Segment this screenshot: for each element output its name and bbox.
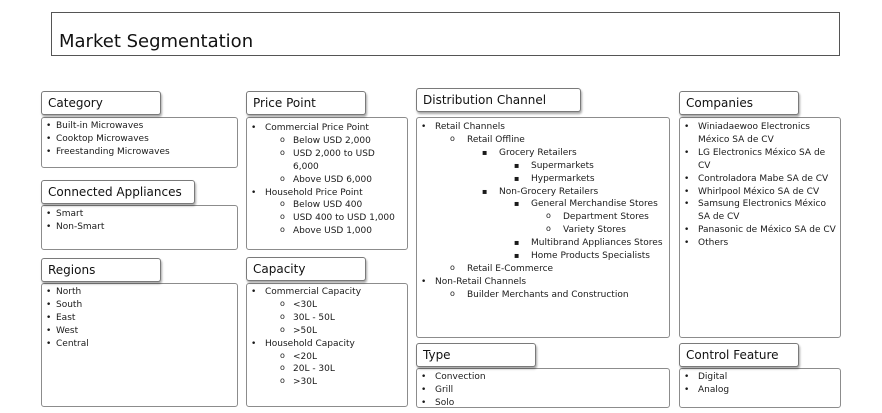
list-item: ▪ Multibrand Appliances Stores	[417, 237, 663, 250]
list-item: o 20L - 30L	[247, 363, 361, 376]
capacity-header: Capacity	[246, 257, 366, 281]
list-item: • East	[42, 312, 89, 325]
list-item: • Freestanding Microwaves	[42, 146, 170, 159]
connected-list	[42, 208, 104, 234]
page-title: Market Segmentation	[59, 31, 254, 52]
list-item: o Below USD 400	[247, 199, 395, 212]
list-item: o USD 400 to USD 1,000	[247, 212, 395, 225]
list-item: • Central	[42, 338, 89, 351]
list-item: o Above USD 6,000	[247, 174, 395, 187]
list-item: ▪ Hypermarkets	[417, 173, 663, 186]
list-item: • Household Price Point	[247, 187, 395, 200]
list-item: • Controladora Mabe SA de CV	[680, 173, 838, 186]
list-item: • West	[42, 325, 89, 338]
list-item: • Grill	[417, 384, 486, 397]
distribution-header: Distribution Channel	[416, 88, 581, 112]
list-item: • Cooktop Microwaves	[42, 133, 170, 146]
category-list	[42, 120, 170, 159]
control-header: Control Feature	[679, 343, 799, 367]
list-item: • South	[42, 299, 89, 312]
list-item: o >50L	[247, 325, 361, 338]
list-item: ▪ Grocery Retailers	[417, 147, 663, 160]
list-item: ▪ Supermarkets	[417, 160, 663, 173]
list-item: • Built-in Microwaves	[42, 120, 170, 133]
list-item: o Retail E-Commerce	[417, 263, 663, 276]
price-point-header: Price Point	[246, 91, 366, 115]
list-item: o <30L	[247, 299, 361, 312]
list-item: o Builder Merchants and Construction	[417, 289, 663, 302]
regions-header: Regions	[41, 258, 161, 282]
companies-header: Companies	[679, 91, 799, 115]
list-item: • Non-Smart	[42, 221, 104, 234]
list-item: • Smart	[42, 208, 104, 221]
list-item: o Department Stores	[417, 211, 663, 224]
title-box	[51, 12, 840, 56]
capacity-list	[247, 286, 361, 389]
connected-header: Connected Appliances	[41, 180, 195, 204]
list-item: • Commercial Capacity	[247, 286, 361, 299]
list-item: ▪ Home Products Specialists	[417, 250, 663, 263]
list-item: o 30L - 50L	[247, 312, 361, 325]
list-item: • North	[42, 286, 89, 299]
list-item: o >30L	[247, 376, 361, 389]
list-item: o Variety Stores	[417, 224, 663, 237]
price-point-list	[247, 122, 395, 238]
list-item: • Others	[680, 237, 838, 250]
list-item: • Samsung Electronics México SA de CV	[680, 198, 838, 224]
list-item: ▪ Non-Grocery Retailers	[417, 186, 663, 199]
list-item: ▪ General Merchandise Stores	[417, 198, 663, 211]
list-item: • Panasonic de México SA de CV	[680, 224, 838, 237]
companies-list	[680, 121, 838, 250]
list-item: o Above USD 1,000	[247, 225, 395, 238]
regions-list	[42, 286, 89, 351]
list-item: • Commercial Price Point	[247, 122, 395, 135]
list-item: • LG Electronics México SA de CV	[680, 147, 838, 173]
list-item: • Digital	[680, 371, 729, 384]
list-item: • Analog	[680, 384, 729, 397]
list-item: o USD 2,000 to USD 6,000	[247, 148, 385, 174]
control-list	[680, 371, 729, 397]
list-item: • Non-Retail Channels	[417, 276, 663, 289]
list-item: • Convection	[417, 371, 486, 384]
list-item: • Solo	[417, 397, 486, 410]
type-list	[417, 371, 486, 410]
category-header: Category	[41, 91, 161, 115]
type-header: Type	[416, 343, 536, 367]
list-item: o Retail Offline	[417, 134, 663, 147]
list-item: • Retail Channels	[417, 121, 663, 134]
list-item: • Winiadaewoo Electronics México SA de CV	[680, 121, 838, 147]
list-item: • Whirlpool México SA de CV	[680, 186, 838, 199]
distribution-list	[417, 121, 663, 302]
list-item: o <20L	[247, 351, 361, 364]
list-item: • Household Capacity	[247, 338, 361, 351]
list-item: o Below USD 2,000	[247, 135, 395, 148]
